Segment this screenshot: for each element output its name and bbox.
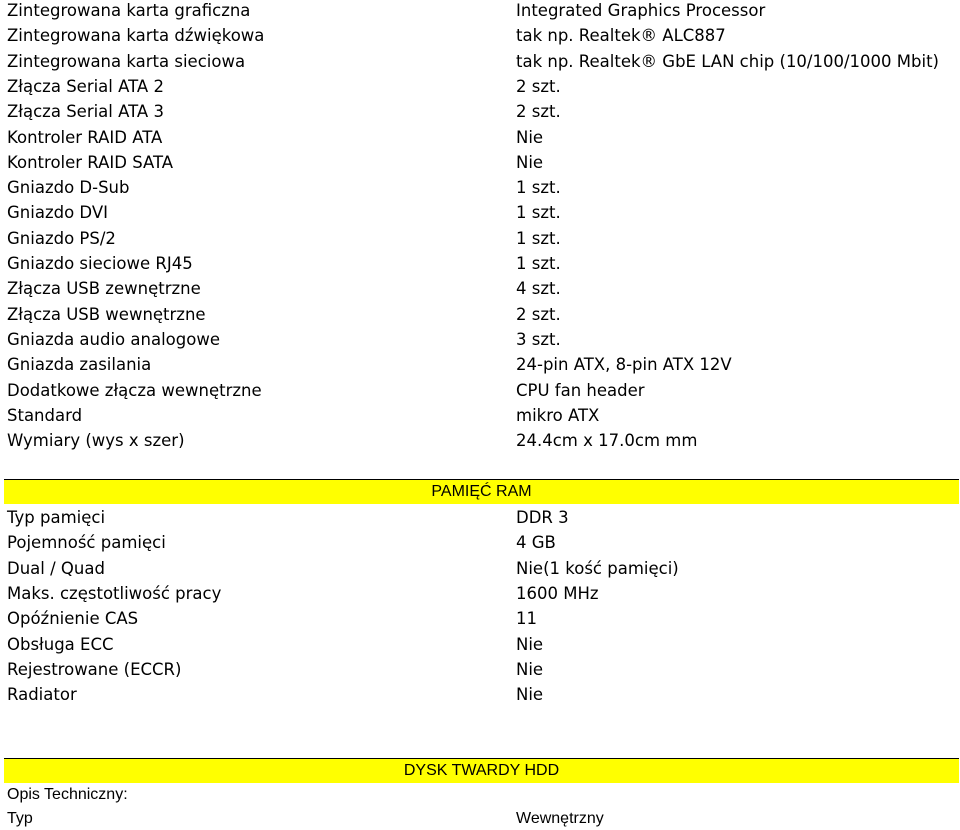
spec-value: Nie bbox=[516, 685, 544, 705]
spec-label: Zintegrowana karta graficzna bbox=[7, 1, 251, 20]
spec-label: Typ pamięci bbox=[7, 508, 106, 527]
spec-label: Maks. częstotliwość pracy bbox=[7, 583, 222, 603]
spec-row bbox=[0, 657, 960, 682]
spec-row bbox=[0, 125, 960, 150]
spec-row bbox=[0, 74, 960, 99]
spec-row bbox=[0, 23, 960, 48]
spec-value: 1 szt. bbox=[516, 254, 561, 273]
spec-label: Złącza Serial ATA 3 bbox=[7, 102, 164, 122]
spec-row bbox=[0, 226, 960, 251]
spec-label: Pojemność pamięci bbox=[7, 533, 166, 553]
spec-value: 2 szt. bbox=[516, 304, 561, 324]
spec-row bbox=[0, 530, 960, 555]
spec-row bbox=[0, 302, 960, 327]
spec-value: Integrated Graphics Processor bbox=[516, 1, 766, 20]
ram-section-title: PAMIĘĆ RAM bbox=[431, 483, 532, 500]
spec-value: mikro ATX bbox=[516, 405, 600, 425]
spec-label: Złącza Serial ATA 2 bbox=[7, 76, 164, 96]
hdd-section-header bbox=[4, 758, 959, 783]
spec-row bbox=[0, 403, 960, 428]
spec-value: 24.4cm x 17.0cm mm bbox=[516, 431, 698, 451]
spec-label: Zintegrowana karta sieciowa bbox=[7, 51, 246, 71]
spec-label: Radiator bbox=[7, 685, 77, 705]
spec-row bbox=[0, 581, 960, 606]
spec-label: Opóźnienie CAS bbox=[7, 609, 139, 629]
spec-value: 1600 MHz bbox=[516, 583, 599, 603]
spec-value: Nie bbox=[516, 634, 544, 654]
spec-label: Gniazdo D-Sub bbox=[7, 178, 130, 198]
spec-row bbox=[0, 378, 960, 403]
spec-row bbox=[0, 327, 960, 352]
spec-label: Gniazdo PS/2 bbox=[7, 228, 116, 248]
spec-label: Standard bbox=[7, 405, 83, 425]
spec-value: 1 szt. bbox=[516, 203, 561, 223]
spec-row bbox=[0, 200, 960, 225]
spec-label: Obsługa ECC bbox=[7, 634, 114, 654]
hdd-spec-heading: Opis Techniczny: bbox=[7, 786, 128, 803]
spec-label: Gniazdo DVI bbox=[7, 203, 108, 223]
spec-label: Gniazdo sieciowe RJ45 bbox=[7, 254, 193, 273]
spec-value: 11 bbox=[516, 609, 537, 629]
spec-value: tak np. Realtek® ALC887 bbox=[516, 26, 726, 46]
spec-label: Typ bbox=[7, 810, 33, 827]
spec-label: Złącza USB zewnętrzne bbox=[7, 279, 201, 299]
spec-label: Wymiary (wys x szer) bbox=[7, 431, 185, 451]
spec-value: Nie(1 kość pamięci) bbox=[516, 558, 679, 578]
spec-label: Dodatkowe złącza wewnętrzne bbox=[7, 380, 262, 400]
spec-value: 1 szt. bbox=[516, 178, 561, 198]
spec-value: 3 szt. bbox=[516, 329, 561, 349]
spec-label: Kontroler RAID ATA bbox=[7, 127, 163, 147]
spec-row bbox=[0, 556, 960, 581]
spec-value: 4 GB bbox=[516, 533, 556, 553]
spec-label: Zintegrowana karta dźwiękowa bbox=[7, 26, 265, 46]
spec-row bbox=[0, 0, 960, 23]
spec-row bbox=[0, 682, 960, 707]
spec-value: DDR 3 bbox=[516, 508, 569, 527]
ram-section-header bbox=[4, 479, 959, 504]
spec-value: Nie bbox=[516, 152, 544, 172]
spec-row bbox=[0, 606, 960, 631]
spec-value: 24-pin ATX, 8-pin ATX 12V bbox=[516, 355, 732, 375]
spec-row bbox=[0, 49, 960, 74]
spec-row bbox=[0, 505, 960, 530]
spec-row bbox=[0, 276, 960, 301]
spec-value: 2 szt. bbox=[516, 76, 561, 96]
spec-row bbox=[0, 352, 960, 377]
spec-value: CPU fan header bbox=[516, 380, 645, 400]
spec-value: 1 szt. bbox=[516, 228, 561, 248]
spec-value: tak np. Realtek® GbE LAN chip (10/100/1000 Mbit) bbox=[516, 51, 939, 71]
spec-label: Złącza USB wewnętrzne bbox=[7, 304, 206, 324]
spec-label: Gniazda audio analogowe bbox=[7, 329, 220, 349]
spec-value: Nie bbox=[516, 659, 544, 679]
spec-row bbox=[0, 428, 960, 453]
spec-value: Nie bbox=[516, 127, 544, 147]
spec-row bbox=[0, 251, 960, 276]
spec-label: Rejestrowane (ECCR) bbox=[7, 659, 182, 679]
spec-row bbox=[0, 632, 960, 657]
spec-value: 4 szt. bbox=[516, 279, 561, 299]
spec-value: Wewnętrzny bbox=[516, 810, 604, 827]
spec-row bbox=[0, 175, 960, 200]
spec-row bbox=[0, 99, 960, 124]
hdd-section-title: DYSK TWARDY HDD bbox=[403, 762, 560, 779]
spec-row bbox=[0, 150, 960, 175]
spec-label: Kontroler RAID SATA bbox=[7, 152, 174, 172]
spec-label: Gniazda zasilania bbox=[7, 355, 152, 375]
spec-value: 2 szt. bbox=[516, 102, 561, 122]
spec-label: Dual / Quad bbox=[7, 558, 105, 578]
